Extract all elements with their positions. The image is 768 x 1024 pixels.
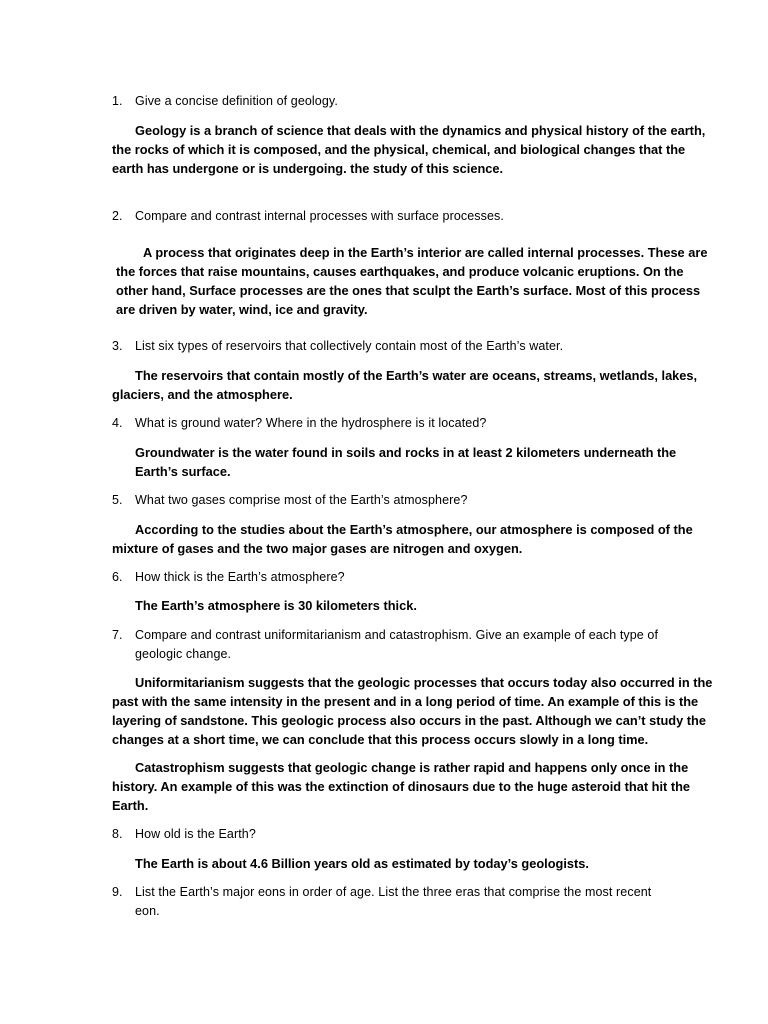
question-number: 3. [112,339,123,353]
question-text: geologic change. [135,647,232,661]
answer-line: Earth’s surface. [135,464,231,479]
question-text: How thick is the Earth’s atmosphere? [135,570,345,584]
answer-line: The reservoirs that contain mostly of the Earth’s water are oceans, streams, wetlands, lakes, [135,368,698,383]
answer-line: glaciers, and the atmosphere. [112,387,293,402]
question-9-continued [135,904,160,918]
answer-line: changes at a short time, we can conclude that this process occurs slowly in a long time. [112,732,649,747]
question-number: 7. [112,628,123,642]
question-text: What is ground water? Where in the hydrosphere is it located? [135,416,487,430]
question-7 [112,628,658,642]
question-4 [112,416,486,430]
question-2 [112,209,504,223]
question-text: What two gases comprise most of the Earth’s atmosphere? [135,493,468,507]
question-text: How old is the Earth? [135,827,256,841]
answer-line: The Earth’s atmosphere is 30 kilometers thick. [135,598,417,613]
question-number: 4. [112,416,123,430]
question-5 [112,493,468,507]
question-1 [112,94,338,108]
question-text: Compare and contrast uniformitarianism and catastrophism. Give an example of each type of [135,628,659,642]
answer-line: the forces that raise mountains, causes earthquakes, and produce volcanic eruptions. On the [116,264,684,279]
question-number: 5. [112,493,123,507]
question-9 [112,885,651,899]
answer-line: Uniformitarianism suggests that the geologic processes that occurs today also occurred in the [135,675,713,690]
question-3 [112,339,563,353]
question-number: 9. [112,885,123,899]
answer-line: Geology is a branch of science that deals with the dynamics and physical history of the earth, [135,123,706,138]
question-number: 6. [112,570,123,584]
answer-line: According to the studies about the Earth’s atmosphere, our atmosphere is composed of the [135,522,693,537]
answer-line: history. An example of this was the extinction of dinosaurs due to the huge asteroid that hit the [112,779,691,794]
question-8 [112,827,256,841]
answer-line: Earth. [112,798,149,813]
question-6 [112,570,345,584]
answer-line: the rocks of which it is composed, and the physical, chemical, and biological changes that the [112,142,686,157]
answer-line: Catastrophism suggests that geologic change is rather rapid and happens only once in the [135,760,689,775]
answer-line: A process that originates deep in the Earth’s interior are called internal processes. These are [143,245,708,260]
answer-line: mixture of gases and the two major gases are nitrogen and oxygen. [112,541,523,556]
question-text: List the Earth’s major eons in order of age. List the three eras that comprise the most recent [135,885,652,899]
answer-line: are driven by water, wind, ice and gravity. [116,302,368,317]
question-number: 1. [112,94,123,108]
answer-line: other hand, Surface processes are the ones that sculpt the Earth’s surface. Most of this process [116,283,701,298]
question-text: eon. [135,904,160,918]
answer-line: layering of sandstone. This geologic process also occurs in the past. Although we can’t study the [112,713,706,728]
answer-line: Groundwater is the water found in soils and rocks in at least 2 kilometers underneath the [135,445,677,460]
question-number: 2. [112,209,123,223]
answer-line: past with the same intensity in the present and in a long period of time. An example of this is the [112,694,699,709]
question-text: Compare and contrast internal processes with surface processes. [135,209,504,223]
question-7-continued [135,647,231,661]
question-text: List six types of reservoirs that collectively contain most of the Earth’s water. [135,339,564,353]
answer-line: earth has undergone or is undergoing. the study of this science. [112,161,504,176]
question-number: 8. [112,827,123,841]
answer-line: The Earth is about 4.6 Billion years old as estimated by today’s geologists. [135,856,589,871]
question-text: Give a concise definition of geology. [135,94,338,108]
